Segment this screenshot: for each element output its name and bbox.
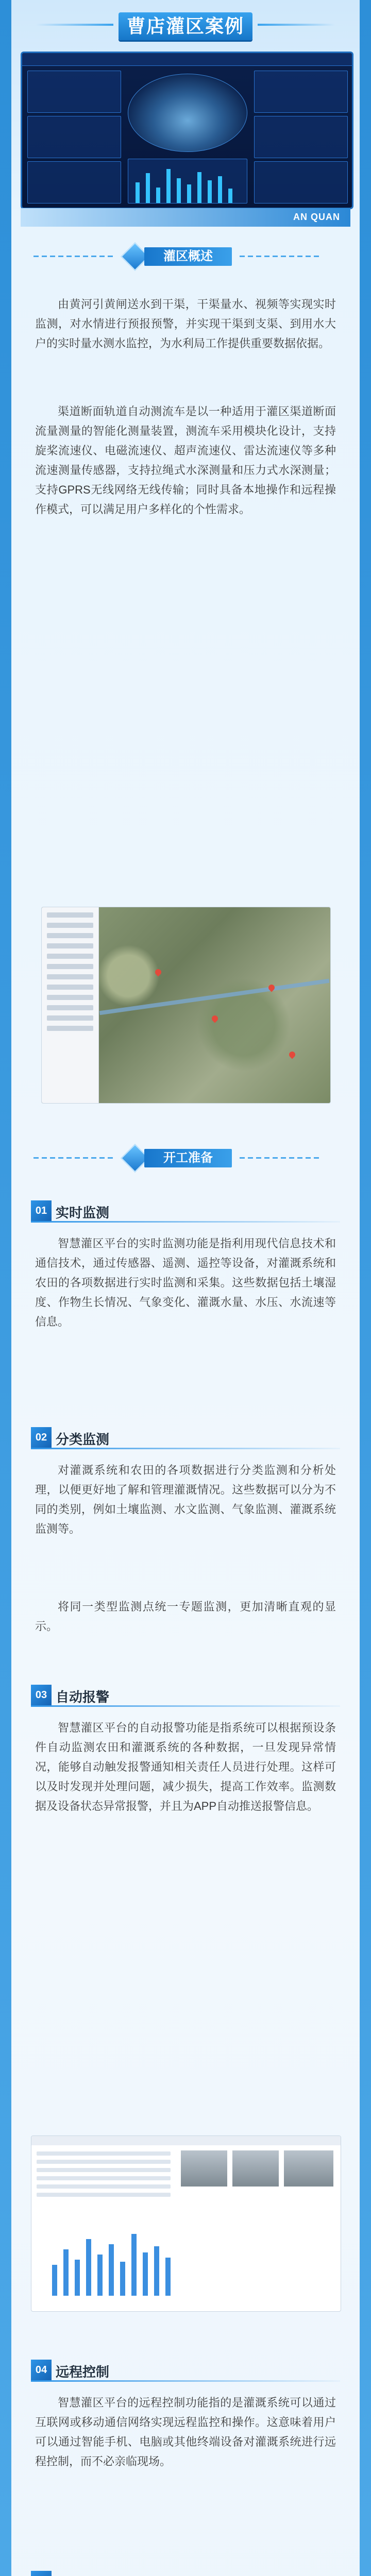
subsection-underline [31, 1705, 340, 1707]
overview-paragraph: 渠道断面轨道自动测流车是以一种适用于灌区渠道断面流量测量的智能化测量装置，测流车采用模块化设计，支持旋桨流速仪、电磁流速仪、超声流速仪、雷达流速仪等多种流速测量传感器，支持拉绳式水深测量和压力式水深测量；支持GPRS无线网络无线传输；同时具备本地操作和远程操作模式，可以满足用户多样化的个性需求。 [35, 405, 336, 516]
header [21, 9, 350, 45]
remote-paragraph: 智慧灌区平台的远程控制功能指的是灌溉系统可以通过互联网或移动通信网络实现远程监控和操作。这意味着用户可以通过智能手机、电脑或其他终端设备对灌溉系统进行远程控制，而不必亲临现场。 [35, 2396, 336, 2468]
screenshot-row [37, 2168, 171, 2172]
map-sidebar [42, 907, 99, 1103]
subsection-underline [31, 1448, 340, 1449]
right-border-strip [360, 0, 371, 2576]
chart-bar [86, 2239, 91, 2296]
camera-thumbnail [232, 2150, 279, 2187]
dashboard-bar [228, 189, 232, 203]
classified-paragraph: 将同一类型监测点统一专题监测，更加清晰直观的显示。 [35, 1600, 336, 1633]
hero-caption-bar [21, 208, 350, 227]
left-border-strip [0, 0, 11, 2576]
alarm-paragraph: 智慧灌区平台的自动报警功能是指系统可以根据预设条件自动监测农田和灌溉系统的各种数据，一旦发现异常情况，能够自动触发报警通知相关责任人员进行处理。这样可以及时发现并处理问题，减少损失，提高工作效率。监测数据及设备状态异常报警，并且为APP自动推送报警信息。 [35, 1721, 336, 1812]
subsection-title: 分类监测 [56, 1432, 110, 1447]
page-title: 曹店灌区案例 [119, 12, 252, 40]
hero-caption-tag: AN QUAN [293, 212, 340, 222]
dashboard-map-view [128, 74, 247, 152]
dashboard-bar [218, 176, 222, 203]
subsection-title: 远程控制 [56, 2364, 110, 2380]
subsection-underline [31, 1221, 340, 1223]
dashboard-bar [166, 169, 171, 203]
dashboard-panel [27, 161, 121, 204]
dashboard-chart-panel [128, 159, 247, 204]
dashboard-bar [156, 188, 160, 203]
subsection-number: 01 [31, 1200, 52, 1221]
screenshot-row [37, 2193, 171, 2197]
camera-thumbnail [181, 2150, 227, 2187]
subsection-number [31, 2571, 52, 2576]
dashboard-panel [27, 71, 121, 113]
map-pin-icon [288, 1050, 297, 1059]
section-banner-overview [124, 242, 247, 271]
map-river [99, 979, 330, 1015]
dashboard-bar [208, 180, 212, 203]
chart-bar [75, 2260, 80, 2296]
screenshot-row [37, 2184, 171, 2189]
banner-dash-left [33, 1157, 116, 1159]
dashboard-panel [27, 116, 121, 158]
chart-bar [97, 2255, 103, 2296]
section-banner-development [124, 1144, 247, 1173]
screenshot-row [37, 2160, 171, 2164]
banner-dash-left [33, 256, 116, 257]
subsection-underline [31, 2380, 340, 2382]
banner-dash-right [240, 256, 322, 257]
subsection-number: 03 [31, 1685, 52, 1705]
subsection-title: 自动报警 [56, 1689, 110, 1705]
chart-bar [131, 2234, 137, 2296]
dashboard-bar [146, 173, 150, 203]
subsection-title [56, 2573, 109, 2576]
dashboard-panel [254, 161, 348, 204]
dashboard-bar [136, 182, 140, 203]
chart-bar [143, 2252, 148, 2296]
gis-map-screenshot [41, 907, 331, 1104]
screenshot-header [31, 2136, 341, 2145]
chart-bar [120, 2262, 125, 2296]
overview-paragraph: 由黄河引黄闸送水到干渠，干渠量水、视频等实现实时监测，对水情进行预报预警，并实现干渠到支渠、到用水大户的实时量水测水监控，为水利局工作提供重要数据依据。 [35, 298, 336, 350]
alarm-dashboard-screenshot [31, 2136, 341, 2312]
map-pin-icon [211, 1014, 220, 1023]
dashboard-bar [187, 184, 191, 203]
chart-bar [52, 2265, 57, 2296]
section-title: 灌区概述 [144, 247, 232, 266]
dashboard-screenshot [21, 52, 353, 209]
banner-dash-right [240, 1157, 322, 1159]
realtime-paragraph: 智慧灌区平台的实时监测功能是指利用现代信息技术和通信技术，通过传感器、遥测、遥控等设备，对灌溉系统和农田的各项数据进行实时监测和采集。这些数据包括土壤湿度、作物生长情况、气象变化、灌溉水量、水压、水流速等信息。 [35, 1237, 336, 1328]
chart-bar [165, 2258, 171, 2296]
dashboard-bar [177, 178, 181, 203]
title-decoration-right [258, 24, 335, 26]
dashboard-bar [197, 172, 201, 203]
camera-thumbnail [284, 2150, 333, 2187]
subsection-number: 04 [31, 2360, 52, 2380]
screenshot-row [37, 2176, 171, 2180]
subsection-title: 实时监测 [56, 1205, 110, 1221]
chart-bar [154, 2246, 159, 2296]
screenshot-row [37, 2151, 171, 2156]
subsection-number: 02 [31, 1427, 52, 1448]
dashboard-panel [254, 116, 348, 158]
chart-bar [109, 2244, 114, 2296]
section-title: 开工准备 [144, 1149, 232, 1167]
title-decoration-left [36, 24, 113, 26]
chart-bar [63, 2249, 69, 2296]
dashboard-topbar [22, 53, 352, 66]
dashboard-panel [254, 71, 348, 113]
map-pin-icon [154, 968, 163, 977]
classified-paragraph: 对灌溉系统和农田的各项数据进行分类监测和分析处理，以便更好地了解和管理灌溉情况。这些数据可以分为不同的类别，例如土壤监测、水文监测、气象监测、灌溉系统监测等。 [35, 1464, 336, 1535]
